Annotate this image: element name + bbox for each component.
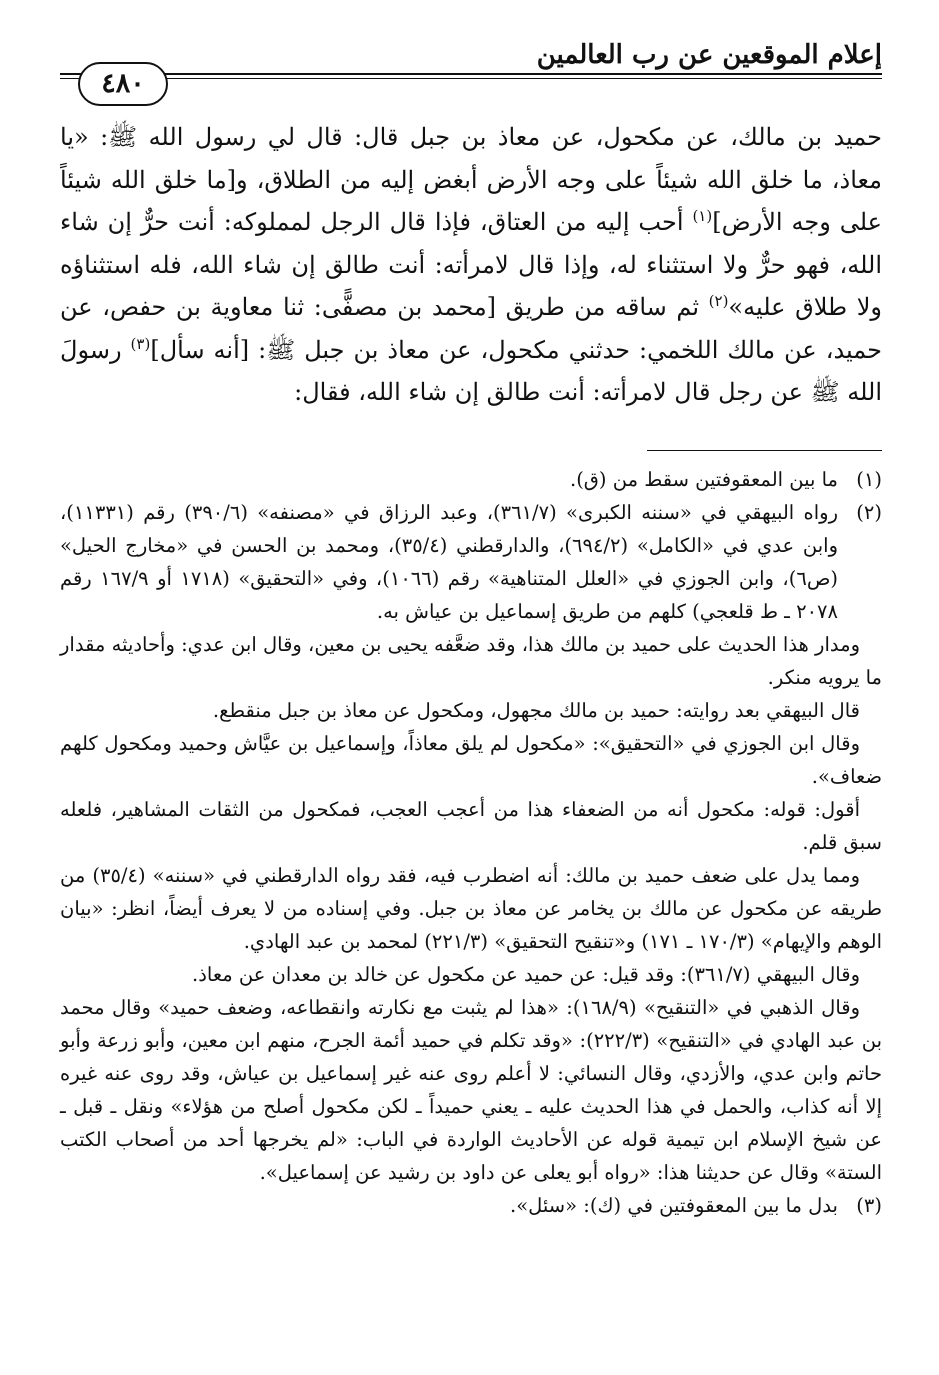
footnote-ref-1[interactable]: (١) — [692, 207, 713, 225]
footnotes — [60, 463, 882, 1222]
footnote-1 — [60, 463, 882, 496]
main-text-part-4: رسولَ الله ﷺ عن رجل قال لامرأته: أنت طالق إن شاء الله، فقال: — [60, 335, 882, 406]
footnote-paragraph: أقول: قوله: مكحول أنه من الضعفاء هذا من أعجب العجب، فمكحول من الثقات المشاهير، فلعله سبق قلم. — [60, 797, 882, 854]
page-header — [60, 30, 882, 100]
footnote-separator — [647, 450, 882, 451]
footnote-body — [60, 463, 838, 496]
footnote-ref-2[interactable]: (٢) — [708, 292, 729, 310]
book-title: إعلام الموقعين عن رب العالمين — [536, 40, 882, 70]
header-rule-thick — [60, 73, 882, 75]
footnote-body — [60, 1189, 838, 1222]
footnote-paragraph: وقال البيهقي (٣٦١/٧): وقد قيل: عن حميد عن مكحول عن خالد بن معدان عن معاذ. — [192, 962, 860, 986]
page-number: ٤٨٠ — [78, 62, 168, 106]
main-text-part-2: أحب إليه من العتاق، فإذا قال الرجل لمملوكه: أنت حرٌّ إن شاء الله، فهو حرٌّ ولا استثناء له، وإذا قال لامرأته: أنت طالق إن شاء الله، فله استثناؤه ولا طلاق عليه» — [60, 208, 883, 321]
footnote-body — [60, 496, 838, 628]
footnote-number: (٢) — [856, 500, 882, 524]
main-paragraph — [60, 116, 882, 414]
footnote-3 — [60, 1189, 882, 1222]
footnote-paragraph: وقال ابن الجوزي في «التحقيق»: «مكحول لم يلق معاذاً، وإسماعيل بن عيَّاش وحميد ومكحول كلهم ضعاف». — [60, 731, 882, 788]
footnote-number: (٣) — [856, 1193, 882, 1217]
main-text-part-3: ثم ساقه من طريق [محمد بن مصفًّى: ثنا معاوية بن حفص، عن حميد، عن مالك اللخمي: حدثني مكحول، عن معاذ بن جبل ﷺ: [أنه سأل] — [60, 293, 882, 364]
footnote-paragraph: ومدار هذا الحديث على حميد بن مالك هذا، وقد ضعَّفه يحيى بن معين، وقال ابن عدي: وأحاديثه مقدار ما يرويه منكر. — [60, 632, 882, 689]
footnote-2 — [60, 496, 882, 628]
footnote-paragraph: وقال الذهبي في «التنقيح» (١٦٨/٩): «هذا لم يثبت مع نكارته وانقطاعه، وضعف حميد» وقال محمد بن عبد الهادي في «التنقيح» (٢٢٢/٣): «وقد تكلم في حميد أئمة الجرح، منهم ابن معين، وأبو زرعة وأبو حاتم وابن عدي، والأزدي، وقال النسائي: لا أعلم روى عنه غير إسماعيل بن عياش، وقد روى عنه غيره إلا أنه كذاب، والحمل في هذا الحديث عليه ـ يعني حميداً ـ لكن مكحول أصلح من هؤلاء» ونقل ـ قبل ـ عن شيخ الإسلام ابن تيمية قوله عن الأحاديث الواردة في الباب: «لم يخرجها أحد من أصحاب الكتب الستة» وقال عن حديثنا هذا: «رواه أبو يعلى عن داود بن رشيد عن إسماعيل». — [60, 995, 883, 1184]
footnote-paragraph: قال البيهقي بعد روايته: حميد بن مالك مجهول، ومكحول عن معاذ بن جبل منقطع. — [212, 698, 860, 722]
main-text — [60, 116, 882, 414]
footnote-text: ما بين المعقوفتين سقط من (ق). — [570, 467, 838, 491]
footnote-number: (١) — [856, 467, 882, 491]
footnote-text: بدل ما بين المعقوفتين في (ك): «سئل». — [510, 1193, 838, 1217]
book-page — [60, 30, 882, 1350]
header-rule-thin — [60, 78, 882, 79]
footnote-paragraph: ومما يدل على ضعف حميد بن مالك: أنه اضطرب فيه، فقد رواه الدارقطني في «سننه» (٣٥/٤) من طريقه عن مكحول عن مالك بن يخامر عن معاذ بن جبل. وفي إسناده من لا يعرف أيضاً، انظر: «بيان الوهم والإيهام» (١٧٠/٣ ـ ١٧١) و«تنقيح التحقيق» (٢٢١/٣) لمحمد بن عبد الهادي. — [60, 863, 882, 953]
main-text-part-1: حميد بن مالك، عن مكحول، عن معاذ بن جبل قال: قال لي رسول الله ﷺ: «يا معاذ، ما خلق الله شيئاً على وجه الأرض أبغض إليه من الطلاق، و[ما خلق الله شيئاً على وجه الأرض] — [60, 123, 882, 236]
footnote-text: رواه البيهقي في «سننه الكبرى» (٣٦١/٧)، وعبد الرزاق في «مصنفه» (٣٩٠/٦) رقم (١١٣٣١)، وابن عدي في «الكامل» (٦٩٤/٢)، والدارقطني (٣٥/٤)، ومحمد بن الحسن في «مخارج الحيل» (ص٦)، وابن الجوزي في «العلل المتناهية» رقم (١٠٦٦)، وفي «التحقيق» (١٧١٨ أو ١٦٧/٩ رقم ٢٠٧٨ ـ ط قلعجي) كلهم من طريق إسماعيل بن عياش به. — [60, 500, 838, 623]
footnote-ref-3[interactable]: (٣) — [130, 334, 151, 353]
